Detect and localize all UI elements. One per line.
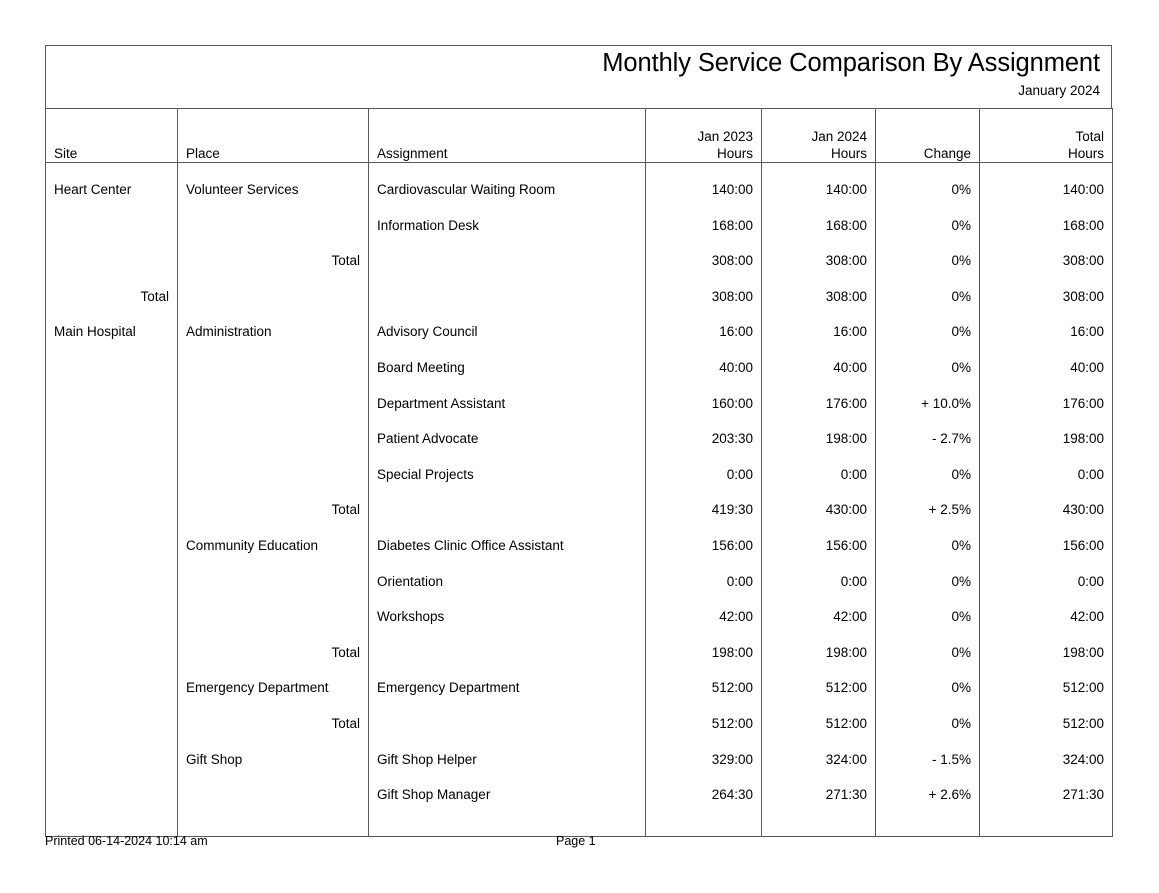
cell-assignment [369,483,646,519]
cell-prev-hours: 160:00 [646,376,762,412]
cell-change: 0% [876,305,980,341]
table-row [46,340,1113,376]
cell-assignment: Gift Shop Helper [369,732,646,768]
table-bottom-spacer-cell [646,803,762,836]
table-bottom-spacer-cell [46,803,178,836]
cell-change: 0% [876,696,980,732]
cell-site: Main Hospital [46,305,178,341]
page-title: Monthly Service Comparison By Assignment [602,49,1100,77]
report-container [45,45,1112,837]
cell-prev-hours: 203:30 [646,412,762,448]
cell-curr-hours: 271:30 [762,768,876,804]
cell-site: Heart Center [46,163,178,199]
table-row [46,768,1113,804]
table-bottom-spacer [46,803,1113,836]
cell-total-hours: 16:00 [980,305,1113,341]
cell-site [46,625,178,661]
cell-total-hours: 308:00 [980,269,1113,305]
cell-change: 0% [876,661,980,697]
cell-prev-hours: 140:00 [646,163,762,199]
cell-site: Total [46,269,178,305]
cell-place [178,768,369,804]
cell-site [46,234,178,270]
cell-site [46,198,178,234]
column-header-curr-hours [762,109,876,163]
cell-place [178,554,369,590]
page-number: Page 1 [556,834,596,848]
table-row [46,198,1113,234]
cell-change: 0% [876,518,980,554]
cell-assignment: Board Meeting [369,340,646,376]
cell-curr-hours: 0:00 [762,554,876,590]
cell-site [46,447,178,483]
table-row [46,554,1113,590]
cell-change: 0% [876,269,980,305]
cell-change: 0% [876,625,980,661]
table-bottom-spacer-cell [369,803,646,836]
cell-site [46,661,178,697]
table-bottom-spacer-cell [178,803,369,836]
column-header-curr-hours-line1: Jan 2024 [811,129,867,144]
cell-prev-hours: 329:00 [646,732,762,768]
table-row [46,483,1113,519]
cell-total-hours: 0:00 [980,447,1113,483]
table-row [46,518,1113,554]
cell-change: 0% [876,554,980,590]
cell-change: 0% [876,340,980,376]
cell-total-hours: 168:00 [980,198,1113,234]
cell-place: Total [178,234,369,270]
cell-assignment: Diabetes Clinic Office Assistant [369,518,646,554]
table-row [46,625,1113,661]
cell-change: + 10.0% [876,376,980,412]
cell-total-hours: 324:00 [980,732,1113,768]
cell-prev-hours: 512:00 [646,661,762,697]
cell-site [46,412,178,448]
table-bottom-spacer-cell [762,803,876,836]
table-row [46,234,1113,270]
cell-curr-hours: 42:00 [762,590,876,626]
cell-total-hours: 0:00 [980,554,1113,590]
cell-prev-hours: 419:30 [646,483,762,519]
table-row [46,661,1113,697]
table-bottom-spacer-cell [980,803,1113,836]
cell-curr-hours: 0:00 [762,447,876,483]
cell-change: 0% [876,447,980,483]
column-header-prev-hours-line1: Jan 2023 [697,129,753,144]
cell-assignment [369,625,646,661]
cell-prev-hours: 264:30 [646,768,762,804]
cell-curr-hours: 308:00 [762,269,876,305]
cell-curr-hours: 512:00 [762,661,876,697]
cell-assignment: Department Assistant [369,376,646,412]
cell-place [178,376,369,412]
table-row [46,447,1113,483]
column-header-total-hours-line2: Hours [1067,146,1104,161]
service-comparison-table [45,108,1113,837]
printed-timestamp: Printed 06-14-2024 10:14 am [45,834,208,848]
cell-assignment: Gift Shop Manager [369,768,646,804]
cell-prev-hours: 0:00 [646,554,762,590]
cell-site [46,376,178,412]
cell-place: Administration [178,305,369,341]
cell-total-hours: 140:00 [980,163,1113,199]
cell-curr-hours: 324:00 [762,732,876,768]
cell-place: Gift Shop [178,732,369,768]
cell-place: Total [178,483,369,519]
cell-assignment: Advisory Council [369,305,646,341]
table-row [46,305,1113,341]
cell-change: 0% [876,234,980,270]
cell-prev-hours: 512:00 [646,696,762,732]
cell-place: Total [178,696,369,732]
column-header-assignment: Assignment [369,109,646,163]
cell-place [178,340,369,376]
table-row [46,163,1113,199]
cell-prev-hours: 308:00 [646,269,762,305]
cell-curr-hours: 16:00 [762,305,876,341]
cell-curr-hours: 512:00 [762,696,876,732]
cell-curr-hours: 430:00 [762,483,876,519]
column-header-total-hours-line1: Total [1075,129,1104,144]
cell-total-hours: 512:00 [980,696,1113,732]
cell-change: - 1.5% [876,732,980,768]
cell-place: Volunteer Services [178,163,369,199]
table-header [46,109,1113,163]
cell-total-hours: 308:00 [980,234,1113,270]
cell-total-hours: 512:00 [980,661,1113,697]
cell-change: + 2.5% [876,483,980,519]
cell-prev-hours: 16:00 [646,305,762,341]
table-row [46,269,1113,305]
cell-prev-hours: 0:00 [646,447,762,483]
cell-prev-hours: 40:00 [646,340,762,376]
cell-total-hours: 42:00 [980,590,1113,626]
cell-place: Total [178,625,369,661]
column-header-prev-hours [646,109,762,163]
cell-site [46,590,178,626]
cell-prev-hours: 168:00 [646,198,762,234]
cell-change: + 2.6% [876,768,980,804]
cell-site [46,483,178,519]
cell-change: - 2.7% [876,412,980,448]
cell-curr-hours: 176:00 [762,376,876,412]
cell-place [178,198,369,234]
cell-assignment: Emergency Department [369,661,646,697]
cell-total-hours: 271:30 [980,768,1113,804]
cell-site [46,696,178,732]
cell-change: 0% [876,590,980,626]
cell-prev-hours: 308:00 [646,234,762,270]
table-row [46,412,1113,448]
cell-site [46,554,178,590]
column-header-place: Place [178,109,369,163]
cell-place [178,447,369,483]
column-header-site: Site [46,109,178,163]
table-header-row [46,109,1113,163]
report-header [45,45,1112,108]
cell-prev-hours: 156:00 [646,518,762,554]
cell-assignment [369,234,646,270]
cell-total-hours: 176:00 [980,376,1113,412]
cell-total-hours: 156:00 [980,518,1113,554]
table-row [46,732,1113,768]
cell-prev-hours: 42:00 [646,590,762,626]
column-header-total-hours [980,109,1113,163]
cell-place [178,412,369,448]
cell-assignment: Patient Advocate [369,412,646,448]
table-row [46,696,1113,732]
column-header-change [876,109,980,163]
cell-place [178,590,369,626]
cell-site [46,732,178,768]
column-header-prev-hours-line2: Hours [716,146,753,161]
cell-prev-hours: 198:00 [646,625,762,661]
cell-curr-hours: 156:00 [762,518,876,554]
cell-total-hours: 198:00 [980,625,1113,661]
cell-site [46,518,178,554]
table-row [46,590,1113,626]
cell-total-hours: 40:00 [980,340,1113,376]
cell-assignment: Information Desk [369,198,646,234]
cell-curr-hours: 140:00 [762,163,876,199]
cell-total-hours: 430:00 [980,483,1113,519]
cell-change: 0% [876,198,980,234]
table-row [46,376,1113,412]
cell-assignment: Cardiovascular Waiting Room [369,163,646,199]
cell-assignment: Workshops [369,590,646,626]
column-header-change-line2: Change [923,146,971,161]
cell-curr-hours: 198:00 [762,412,876,448]
column-header-curr-hours-line2: Hours [830,146,867,161]
cell-site [46,340,178,376]
cell-total-hours: 198:00 [980,412,1113,448]
cell-place: Community Education [178,518,369,554]
cell-assignment: Special Projects [369,447,646,483]
report-period-subtitle: January 2024 [1018,83,1100,98]
cell-assignment [369,269,646,305]
cell-curr-hours: 40:00 [762,340,876,376]
cell-assignment [369,696,646,732]
cell-place: Emergency Department [178,661,369,697]
cell-site [46,768,178,804]
cell-change: 0% [876,163,980,199]
cell-place [178,269,369,305]
table-body [46,163,1113,837]
cell-curr-hours: 308:00 [762,234,876,270]
table-bottom-spacer-cell [876,803,980,836]
cell-curr-hours: 168:00 [762,198,876,234]
cell-assignment: Orientation [369,554,646,590]
cell-curr-hours: 198:00 [762,625,876,661]
